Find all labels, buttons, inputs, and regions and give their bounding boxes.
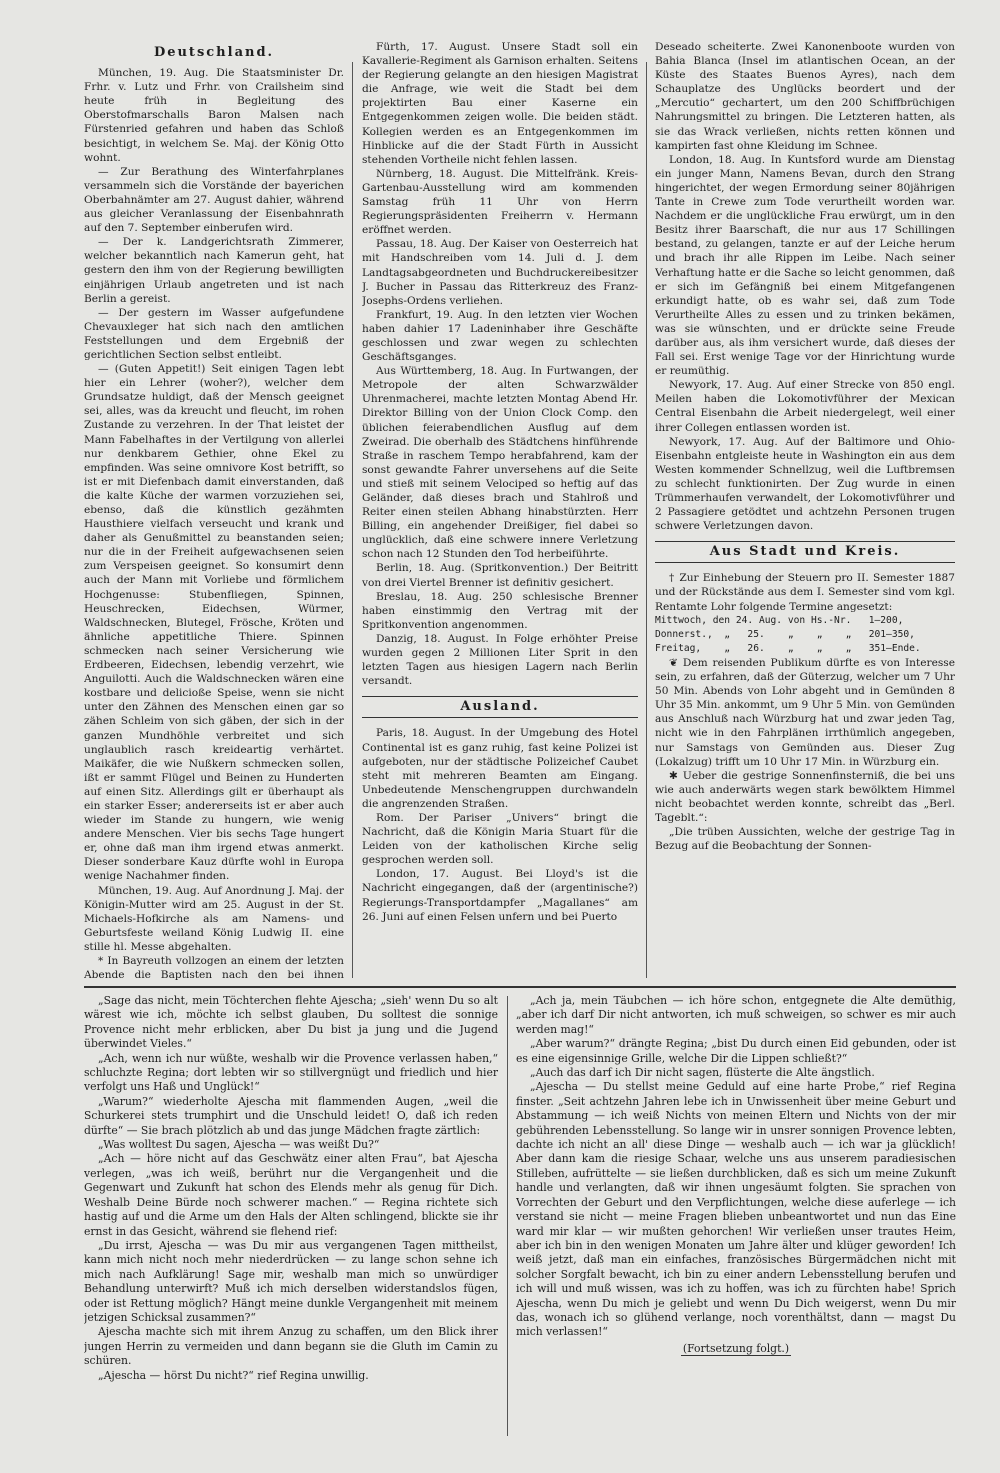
section-title-stadt: Aus Stadt und Kreis. xyxy=(709,544,901,560)
article: Passau, 18. Aug. Der Kaiser von Oesterreich hat mit Handschreiben vom 14. Juli d. J. dem Landtagsabgeordneten und Buchdruckereibesitzer J. Bucher in Passau das Ritterkreuz des Franz-Josephs-Ordens verliehen. xyxy=(362,238,638,307)
article: Berlin, 18. Aug. (Spritkonvention.) Der Beitritt von drei Viertel Brenner ist definitiv gesichert. xyxy=(362,562,638,589)
article: — Der k. Landgerichtsrath Zimmerer, welcher bekanntlich nach Kamerun geht, hat gestern den ihm von der Regierung bewilligten einjährigen Urlaub angetreten und ist nach Berlin a gereist. xyxy=(84,236,344,305)
story-paragraph: „Ajescha — hörst Du nicht?“ rief Regina unwillig. xyxy=(98,1368,369,1382)
article: * In Bayreuth vollzogen an einem der letzten Abende die Baptisten nach den bei ihnen xyxy=(84,955,344,980)
story-paragraph: „Sage das nicht, mein Töchterchen flehte Ajescha; „sieh' wenn Du so alt wärest wie ich, möchte ich selbst glauben, Du solltest die sonnige Provence nicht mehr erblicken, aber Du bist ja jung und die Jugend überwindet Vieles.“ xyxy=(84,994,498,1051)
feuilleton-rule xyxy=(84,986,956,988)
ornament-icon: ❦ xyxy=(669,656,678,669)
column-rule xyxy=(352,62,353,978)
article: Fürth, 17. August. Unsere Stadt soll ein Kavallerie-Regiment als Garnison erhalten. Seitens der Regierung gelangte an den hiesigen Magistrat die Anfrage, wie weit die Stadt bei dem projektirten Bau einer Kaserne ein Entgegenkommen zeigen wolle. Die beiden städt. Kollegien werden es an Entgegenkommen im Hinblicke auf die der Stadt Fürth in Aussicht stehenden Vortheile nicht fehlen lassen. xyxy=(362,41,638,166)
article: † Zur Einhebung der Steuern pro II. Semester 1887 und der Rückstände aus dem I. Semester sind vom kgl. Rentamte Lohr folgende Termine angesetzt: xyxy=(655,572,955,613)
article: München, 19. Aug. Auf Anordnung J. Maj. der Königin-Mutter wird am 25. August in der St. Michaels-Hofkirche als am Namens- und Geburtsfeste weiland König Ludwig II. eine stille hl. Messe abgehalten. xyxy=(84,884,344,953)
column-rule xyxy=(646,62,647,978)
story-paragraph: „Ach — höre nicht auf das Geschwätz einer alten Frau“, bat Ajescha verlegen, „was ich weiß, berührt nur die Vergangenheit und die Gegenwart und Zukunft hat schon des Elends mehr als genug für Dich. Weshalb Deine Bürde noch schwerer machen.“ — Regina richtete sich hastig auf und die Arme um den Hals der Alten schlingend, blickte sie ihr ernst in das Gesicht, während sie flehend rief: xyxy=(84,1152,498,1238)
feuilleton-left xyxy=(84,994,498,1454)
article: Newyork, 17. Aug. Auf einer Strecke von 850 engl. Meilen haben die Lokomotivführer der Mexican Central Eisenbahn die Arbeit niedergelegt, weil einer ihrer Collegen entlassen worden ist. xyxy=(655,379,955,434)
article: Deseado scheiterte. Zwei Kanonenboote wurden von Bahia Blanca (Insel im atlantischen Ocean, an der Küste des Staates Buenos Ayres), nach dem Schauplatze des Unglücks beordert und der „Mercutio“ gechartert, um den 200 Schiffbrüchigen Nahrungsmittel zu bringen. Die Letzteren hatten, als sie das Wrack verließen, nichts retten können und kampirten fast ohne Kleidung im Schnee. xyxy=(655,41,955,152)
article xyxy=(655,656,955,769)
column-1 xyxy=(84,40,344,980)
termin-row: Mittwoch, den 24. Aug. von Hs.-Nr. 1—200, xyxy=(655,614,904,626)
article: Aus Württemberg, 18. Aug. In Furtwangen, der Metropole der alten Schwarzwälder Uhrenmacherei, machte letzten Montag Abend Hr. Direktor Billing von der Union Clock Comp. den üblichen feierabendlichen Ausflug auf dem Zweirad. Die oberhalb des Städtchens hinführende Straße in raschem Tempo herabfahrend, kam der sonst gewandte Fahrer unversehens auf die Seite und stieß mit seinem Velociped so heftig auf das Geländer, daß dieses brach und Stahlroß und Reiter einen steilen Abhang hinabstürzten. Herr Billing, ein angehender Dreißiger, fiel dabei so unglücklich, daß eine schwere innere Verletzung schon nach 12 Stunden den Tod herbeiführte. xyxy=(362,365,638,561)
article: Paris, 18. August. In der Umgebung des Hotel Continental ist es ganz ruhig, fast keine Polizei ist aufgeboten, nur der städtische Polizeichef Caubet steht mit mehreren Beamten am Eingang. Unbedeutende Menschengruppen durchwandeln die angrenzenden Straßen. xyxy=(362,727,638,810)
story-paragraph: „Ajescha — Du stellst meine Geduld auf eine harte Probe,“ rief Regina finster. „Seit achtzehn Jahren lebe ich in Unwissenheit über meine Geburt und Abstammung — ich weiß Nichts von meinen Eltern und Nichts von der mir gebührenden Lebensstellung. So lange wir in unsrer sonnigen Provence lebten, dachte ich nicht an all' diese Dinge — weshalb auch — ich war ja glücklich! Aber dann kam die riesige Schaar, welche uns aus unserem paradiesischen Stilleben, aufrüttelte — sie ließen durchblicken, daß es sich um meine Zukunft handle und verlangten, daß wir ihnen ungesäumt folgten. Sie sprachen von Vorrechten der Geburt und den Verpflichtungen, welche diese auferlege — ich verstand sie nicht — meine Fragen blieben unbeantwortet und nun das Eine ward mir klar — wir mußten gehorchen! Wir verließen unser trautes Heim, aber ich bin in den wenigen Monaten um Jahre älter und klüger geworden! Ich weiß jetzt, daß man ein einfaches, französisches Bürgermädchen nicht mit solcher Sorgfalt bewacht, ich bin zu einer andern Lebensstellung berufen und ich will und muß wissen, was ich zu hoffen, was ich zu fürchten habe! Sprich Ajescha, wenn Du mich je geliebt und wenn Du Dich weigerst, wenn Du mir das, wonach ich so glühend verlange, noch vorenthältst, dann — magst Du mich verlassen!“ xyxy=(516,1080,956,1339)
story-paragraph: „Was wolltest Du sagen, Ajescha — was weißt Du?“ xyxy=(98,1138,380,1152)
article: Rom. Der Pariser „Univers“ bringt die Nachricht, daß die Königin Maria Stuart für die Leiden von der katholischen Kirche selig gesprochen werden soll. xyxy=(362,811,638,867)
termin-row: Donnerst., „ 25. „ „ „ 201—350, xyxy=(655,628,915,640)
story-paragraph: „Ach, wenn ich nur wüßte, weshalb wir die Provence verlassen haben,“ schluchzte Regina; dort lebten wir so stillvergnügt und friedlich und hier verfolgt uns Haß und Unglück!“ xyxy=(84,1051,498,1094)
termin-row: Freitag, „ 26. „ „ „ 351—Ende. xyxy=(655,642,921,654)
article-text: Ueber die gestrige Sonnenfinsterniß, die bei uns wie auch anderwärts wegen stark bewölktem Himmel nicht beobachtet werden konnte, schreibt das „Berl. Tageblt.“: xyxy=(655,769,955,824)
story-paragraph: „Auch das darf ich Dir nicht sagen, flüsterte die Alte ängstlich. xyxy=(530,1066,875,1080)
section-header-box xyxy=(362,696,638,718)
story-paragraph: Ajescha machte sich mit ihrem Anzug zu schaffen, um den Blick ihrer jungen Herrin zu vermeiden und dann begann sie die Gluth im Camin zu schüren. xyxy=(84,1325,498,1368)
article: Danzig, 18. August. In Folge erhöhter Preise wurden gegen 2 Millionen Liter Sprit in den letzten Tagen aus hiesigen Lagern nach Berlin versandt. xyxy=(362,632,638,688)
article: — (Guten Appetit!) Seit einigen Tagen lebt hier ein Lehrer (woher?), welcher dem Grundsatze huldigt, daß der Mensch geeignet sei, alles, was da kreucht und fleucht, im rohen Zustande zu verzehren. In der That leistet der Mann Fabelhaftes in der Vertilgung von allerlei nur denkbarem Gethier, ohne Ekel zu empfinden. Was seine omnivore Kost betrifft, so ist er mit Diefenbach damit einverstanden, daß die kalte Küche der warmen vorzuziehen sei, ebenso, daß die künstlich gezähmten Hausthiere vielfach verseucht und krank und daher als Genußmittel zu beanstanden seien; nur die in der Freiheit aufgewachsenen seien zum Verspeisen geeignet. So konsumirt denn auch der Mann mit Vorliebe und förmlichem Hochgenusse: Stubenfliegen, Spinnen, Heuschrecken, Eidechsen, Würmer, Waldschnecken, Blutegel, Frösche, Kröten und ähnliche appetitliche Thiere. Spinnen schmecken nach seiner Versicherung wie Erdbeeren, Eidechsen, lebendig verzehrt, wie Anguilotti. Auch die Waldschnecken wären eine kostbare und delicioße Speise, wenn sie nicht unter den Zähnen des Menschen einen gar so zähen Schleim von sich gäben, der sich in der ganzen Mundhöhle verbreitet und sich unglaublich rasch kreideartig verhärtet. Maikäfer, die wie Nußkern schmecken sollen, ißt er sammt Flügel und Beinen zu Hunderten auf einen Sitz. Allerdings gilt er überhaupt als ein starker Esser; andererseits ist er aber auch wieder im Stande zu hungern, wie wenig andere Menschen. Vier bis sechs Tage hungert er, ohne daß man ihm irgend etwas anmerkt. Dieser sonderbare Kauz dürfte wohl in Europa wenige Nachahmer finden. xyxy=(84,363,344,883)
article: London, 18. Aug. In Kuntsford wurde am Dienstag ein junger Mann, Namens Bevan, durch den Strang hingerichtet, der wegen Ermordung seiner 80jährigen Tante in Crewe zum Tode verurtheilt worden war. Nachdem er die unglückliche Frau erwürgt, um in den Besitz ihrer Baarschaft, die nur aus 17 Schillingen bestand, zu gelangen, tanzte er auf der Leiche herum und brach ihr alle Rippen im Leibe. Nach seiner Verhaftung hatte er die Sache so leicht genommen, daß er sich im Gefängniß bei einem Mitgefangenen erkundigt hatte, ob es wahr sei, daß zum Tode Verurtheilte Alles zu essen und zu trinken bekämen, was sie wünschten, und er drückte seine Freude darüber aus, als ihm versichert wurde, daß dieses der Fall sei. Erst wenige Tage vor der Hinrichtung wurde er reumüthig. xyxy=(655,153,955,378)
article: Nürnberg, 18. August. Die Mittelfränk. Kreis-Gartenbau-Ausstellung wird am kommenden Samstag früh 11 Uhr von Herrn Regierungspräsidenten Freiherrn v. Hermann eröffnet werden. xyxy=(362,167,638,237)
column-rule xyxy=(507,996,508,1436)
story-paragraph: „Aber warum?“ drängte Regina; „bist Du durch einen Eid gebunden, oder ist es eine eigensinnige Grille, welche Dir die Lippen schließt?“ xyxy=(516,1037,956,1065)
asterisk-icon: ✱ xyxy=(669,769,678,782)
column-2 xyxy=(362,40,638,980)
continued-label: (Fortsetzung folgt.) xyxy=(682,1341,790,1355)
column-3 xyxy=(655,40,955,980)
article: Newyork, 17. Aug. Auf der Baltimore und Ohio-Eisenbahn entgleiste heute in Washington ein aus dem Westen kommender Schnellzug, weil die Luftbremsen zu schlecht funktionirten. Der Zug wurde in einen Trümmerhaufen verwandelt, der Lokomotivführer und 2 Passagiere getödtet und achtzehn Personen trugen schwere Verletzungen davon. xyxy=(655,435,955,533)
article: Frankfurt, 19. Aug. In den letzten vier Wochen haben dahier 17 Ladeninhaber ihre Geschäfte geschlossen und zwar wegen zu schlechten Geschäftsganges. xyxy=(362,308,638,364)
article: London, 17. August. Bei Lloyd's ist die Nachricht eingegangen, daß der (argentinische?) Regierungs-Transportdampfer „Magallanes“ am 26. Juni auf einen Felsen unfern und bei Puerto xyxy=(362,868,638,923)
article xyxy=(655,769,955,825)
section-title-ausland: Ausland. xyxy=(460,699,540,715)
article: — Zur Berathung des Winterfahrplanes versammeln sich die Vorstände der bayerichen Oberbahnämter am 27. August dahier, während aus gleicher Veranlassung der Eisenbahnrath auf den 7. September einberufen wird. xyxy=(84,165,344,235)
article: München, 19. Aug. Die Staatsminister Dr. Frhr. v. Lutz und Frhr. von Crailsheim sind heute früh in Begleitung des Oberstofmarschalls Baron Malsen nach Fürstenried gefahren und haben das Schloß besichtigt, in welchem Se. Maj. der König Otto wohnt. xyxy=(84,67,344,164)
section-title-deutschland: Deutschland. xyxy=(153,45,275,60)
story-paragraph: „Ach ja, mein Täubchen — ich höre schon, entgegnete die Alte demüthig, „aber ich darf Dir nicht antworten, ich muß schweigen, so schwer es mir auch werden mag!“ xyxy=(516,994,956,1036)
article: Breslau, 18. Aug. 250 schlesische Brenner haben einstimmig den Vertrag mit der Spritkonvention angenommen. xyxy=(362,590,638,631)
story-paragraph: „Warum?“ wiederholte Ajescha mit flammenden Augen, „weil die Schurkerei stets trumphirt und die Unschuld leidet! O, daß ich reden dürfte“ — Sie brach plötzlich ab und das junge Mädchen fragte zärtlich: xyxy=(84,1094,498,1137)
continued-note xyxy=(516,1342,956,1356)
section-header-box xyxy=(655,541,955,563)
article: — Der gestern im Wasser aufgefundene Chevauxleger hat sich nach den amtlichen Feststellungen und dem Ergebniß der gerichtlichen Section selbst entleibt. xyxy=(84,306,344,361)
feuilleton-right xyxy=(516,994,956,1454)
article-text: Dem reisenden Publikum dürfte es von Interesse sein, zu erfahren, daß der Güterzug, welcher um 7 Uhr 50 Min. Abends von Lohr abgeht und in Gemünden 8 Uhr 35 Min. ankommt, um 9 Uhr 5 Min. von Gemünden aus Anschluß nach Würzburg hat und zwar jeden Tag, nicht wie in den Fahrplänen irrthümlich angegeben, nur Samstags von Gemünden aus. Dieser Zug (Lokalzug) trifft um 10 Uhr 17 Min. in Würzburg ein. xyxy=(655,656,955,768)
article: „Die trüben Aussichten, welche der gestrige Tag in Bezug auf die Beobachtung der Sonnen- xyxy=(655,826,955,853)
story-paragraph: „Du irrst, Ajescha — was Du mir aus vergangenen Tagen mittheilst, kann mich nicht noch mehr niederdrücken — zu lange schon sehne ich mich nach Aufklärung! Sage mir, weshalb man mich so unwürdiger Behandlung unterwirft? Muß ich mich derselben widerstandslos fügen, oder ist Rettung möglich? Hängt meine dunkle Vergangenheit mit meinem jetzigen Schicksal zusammen?“ xyxy=(84,1238,498,1324)
